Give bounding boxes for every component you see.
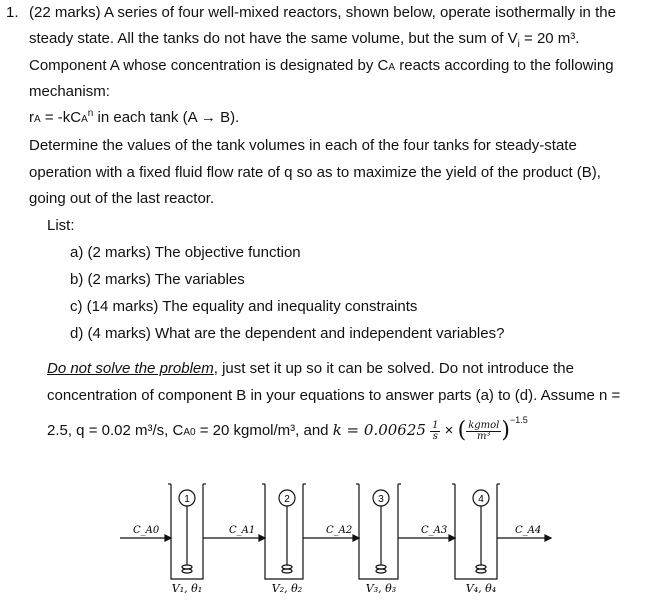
list-item-c: c) (14 marks) The equality and inequality constraints [70, 298, 418, 315]
fraction-one-over-s: $\frac{1}{s}$ [432, 419, 439, 442]
tank-4-label: V₄, θ₄ [465, 582, 497, 595]
problem-line-2: steady state. All the tanks do not have the same volume, but the sum of $V_i = 20$ m³. [29, 30, 580, 50]
tank-1-number: 1 [184, 494, 190, 505]
fraction-kgmol-over-m3: $\frac{\text{kgmol}}{\text{m³}}$ [468, 419, 500, 442]
problem-line-4: mechanism: [29, 83, 110, 100]
note-line-1: Do not solve the problem, just set it up so it can be solved. Do not introduce the [47, 360, 574, 377]
list-item-d: d) (4 marks) What are the dependent and independent variables? [70, 325, 505, 342]
rate-constant: k = 0.00625 [332, 421, 426, 439]
problem-line-7: operation with a fixed fluid flow rate of q so as to maximize the yield of the product (B), [29, 164, 601, 181]
tank-1-label: V₁, θ₁ [171, 582, 203, 595]
list-label: List: [47, 217, 75, 234]
problem-number: 1. [6, 4, 19, 21]
note-line-3: 2.5, q = 0.02 m³/s, CA0 = 20 kgmol/m³, and k = 0.00625 $\frac{1}{s}$ × ( $\frac{\text{kgmol}}{\text{m³}})^{-1.5}$ [47, 415, 528, 444]
tank-4-number: 4 [478, 494, 484, 505]
tank-4 [452, 484, 500, 579]
problem-line-1: (22 marks) A series of four well-mixed reactors, shown below, operate isothermally in the [29, 4, 616, 21]
problem-line-6: Determine the values of the tank volumes in each of the four tanks for steady-state [29, 137, 577, 154]
stream-arrow-a3 [449, 535, 455, 541]
stream-arrow-a1 [259, 535, 265, 541]
note-line-2: concentration of component B in your equations to answer parts (a) to (d). Assume n = [47, 387, 621, 404]
tank-2-label: V₂, θ₂ [271, 582, 303, 595]
tank-2-number: 2 [284, 494, 290, 505]
note-underlined: Do not solve the problem [47, 360, 214, 377]
list-item-a: a) (2 marks) The objective function [70, 244, 301, 261]
stream-arrow-a0 [165, 535, 171, 541]
tank-3-label: V₃, θ₃ [365, 582, 397, 595]
stream-label-a1: C_A1 [229, 525, 256, 536]
problem-line-3: Component A whose concentration is designated by CA reacts according to the following [29, 57, 614, 74]
list-item-b: b) (2 marks) The variables [70, 271, 245, 288]
problem-line-8: going out of the last reactor. [29, 190, 215, 207]
stream-label-a2: C_A2 [326, 525, 353, 536]
stream-label-a3: C_A3 [421, 525, 448, 536]
stream-arrow-a2 [353, 535, 359, 541]
stream-label-a0: C_A0 [133, 525, 160, 536]
reactor-series-diagram [0, 470, 663, 605]
rate-equation: rA = -kCA$^n$ in each tank (A → B). [29, 108, 240, 126]
stream-label-a4: C_A4 [515, 525, 542, 536]
stream-arrow-a4 [545, 535, 551, 541]
tank-3-number: 3 [378, 494, 384, 505]
